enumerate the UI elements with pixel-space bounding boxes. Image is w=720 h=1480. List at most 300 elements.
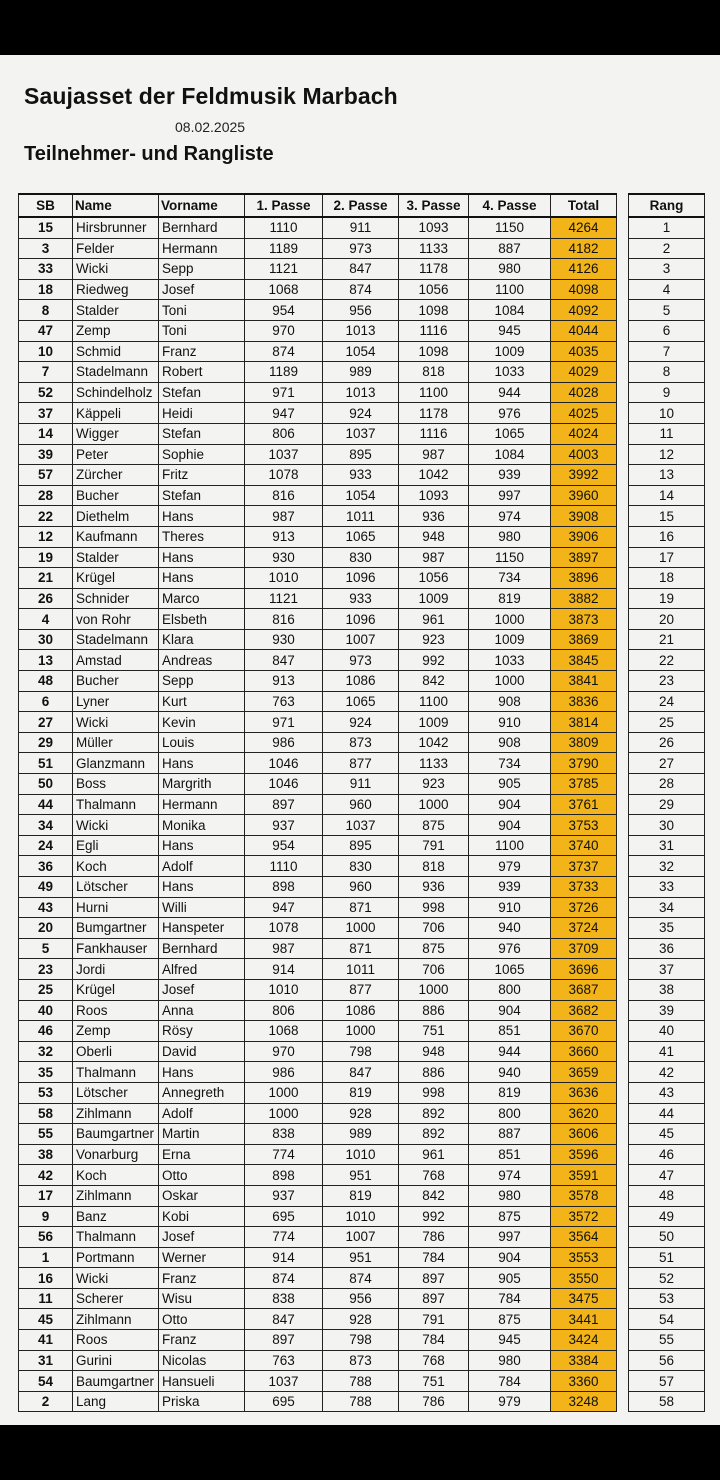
cell-passe-1: 847 (245, 1309, 323, 1330)
cell-vorname: Toni (159, 300, 245, 321)
cell-rang: 6 (629, 320, 705, 341)
cell-passe-3: 784 (399, 1247, 469, 1268)
cell-passe-2: 989 (323, 1124, 399, 1145)
column-gap (617, 691, 629, 712)
cell-sb: 13 (19, 650, 73, 671)
column-gap (617, 1206, 629, 1227)
cell-passe-3: 875 (399, 815, 469, 836)
cell-passe-2: 1011 (323, 959, 399, 980)
column-gap (617, 1062, 629, 1083)
cell-passe-3: 818 (399, 362, 469, 383)
column-gap (617, 1185, 629, 1206)
cell-rang: 58 (629, 1391, 705, 1412)
table-row (19, 1062, 705, 1083)
cell-sb: 5 (19, 938, 73, 959)
cell-passe-1: 1078 (245, 918, 323, 939)
cell-passe-1: 1121 (245, 588, 323, 609)
ranking-table (18, 193, 705, 1412)
cell-name: Hurni (73, 897, 159, 918)
cell-total: 3740 (551, 835, 617, 856)
cell-vorname: Heidi (159, 403, 245, 424)
cell-vorname: Hanspeter (159, 918, 245, 939)
cell-rang: 51 (629, 1247, 705, 1268)
cell-name: Zihlmann (73, 1185, 159, 1206)
header-passe-2: 2. Passe (323, 194, 399, 217)
cell-vorname: Adolf (159, 856, 245, 877)
cell-total: 3960 (551, 485, 617, 506)
cell-rang: 19 (629, 588, 705, 609)
table-row (19, 300, 705, 321)
cell-name: Roos (73, 1000, 159, 1021)
cell-sb: 43 (19, 897, 73, 918)
cell-passe-3: 784 (399, 1330, 469, 1351)
cell-name: Portmann (73, 1247, 159, 1268)
cell-vorname: Hans (159, 1062, 245, 1083)
cell-rang: 8 (629, 362, 705, 383)
cell-passe-1: 1037 (245, 444, 323, 465)
cell-passe-1: 838 (245, 1288, 323, 1309)
cell-name: Müller (73, 732, 159, 753)
cell-rang: 49 (629, 1206, 705, 1227)
cell-name: Bucher (73, 485, 159, 506)
cell-passe-3: 992 (399, 1206, 469, 1227)
cell-total: 3564 (551, 1227, 617, 1248)
cell-passe-2: 819 (323, 1185, 399, 1206)
cell-name: Baumgartner (73, 1124, 159, 1145)
cell-sb: 4 (19, 609, 73, 630)
cell-total: 3753 (551, 815, 617, 836)
column-gap (617, 279, 629, 300)
cell-passe-1: 763 (245, 1350, 323, 1371)
cell-sb: 16 (19, 1268, 73, 1289)
cell-total: 4035 (551, 341, 617, 362)
cell-vorname: Kurt (159, 691, 245, 712)
table-header-row (19, 194, 705, 217)
cell-rang: 29 (629, 794, 705, 815)
cell-passe-4: 940 (469, 1062, 551, 1083)
cell-sb: 39 (19, 444, 73, 465)
cell-total: 3636 (551, 1082, 617, 1103)
cell-passe-2: 973 (323, 650, 399, 671)
cell-vorname: Stefan (159, 423, 245, 444)
column-gap (617, 1350, 629, 1371)
cell-name: Oberli (73, 1041, 159, 1062)
table-row (19, 588, 705, 609)
cell-name: Wigger (73, 423, 159, 444)
cell-passe-2: 1037 (323, 423, 399, 444)
column-gap (617, 320, 629, 341)
cell-name: Lötscher (73, 877, 159, 898)
cell-total: 4126 (551, 259, 617, 280)
cell-passe-4: 979 (469, 856, 551, 877)
cell-passe-2: 1065 (323, 691, 399, 712)
table-row (19, 1391, 705, 1412)
cell-passe-4: 908 (469, 732, 551, 753)
cell-vorname: Hans (159, 506, 245, 527)
cell-passe-3: 1009 (399, 712, 469, 733)
table-row (19, 1103, 705, 1124)
cell-total: 3591 (551, 1165, 617, 1186)
cell-passe-4: 910 (469, 712, 551, 733)
table-row (19, 938, 705, 959)
cell-passe-1: 1010 (245, 568, 323, 589)
cell-sb: 48 (19, 671, 73, 692)
document-subtitle: Teilnehmer- und Rangliste (24, 143, 274, 165)
cell-passe-4: 908 (469, 691, 551, 712)
cell-name: Amstad (73, 650, 159, 671)
column-gap (617, 194, 629, 217)
cell-vorname: Josef (159, 1227, 245, 1248)
cell-sb: 36 (19, 856, 73, 877)
cell-vorname: Sophie (159, 444, 245, 465)
table-row (19, 485, 705, 506)
cell-passe-4: 851 (469, 1144, 551, 1165)
cell-vorname: Franz (159, 1268, 245, 1289)
cell-name: Thalmann (73, 1227, 159, 1248)
cell-passe-1: 986 (245, 1062, 323, 1083)
column-gap (617, 506, 629, 527)
cell-passe-2: 895 (323, 444, 399, 465)
cell-sb: 32 (19, 1041, 73, 1062)
cell-passe-2: 951 (323, 1247, 399, 1268)
cell-sb: 18 (19, 279, 73, 300)
cell-name: Glanzmann (73, 753, 159, 774)
cell-name: Boss (73, 774, 159, 795)
cell-passe-1: 774 (245, 1144, 323, 1165)
cell-sb: 9 (19, 1206, 73, 1227)
cell-total: 3785 (551, 774, 617, 795)
cell-passe-2: 873 (323, 732, 399, 753)
cell-sb: 10 (19, 341, 73, 362)
cell-passe-3: 768 (399, 1165, 469, 1186)
cell-passe-2: 928 (323, 1309, 399, 1330)
cell-sb: 55 (19, 1124, 73, 1145)
cell-name: Zemp (73, 320, 159, 341)
column-gap (617, 1165, 629, 1186)
cell-vorname: Nicolas (159, 1350, 245, 1371)
cell-name: Baumgartner (73, 1371, 159, 1392)
cell-passe-2: 1086 (323, 1000, 399, 1021)
table-row (19, 1268, 705, 1289)
cell-total: 3726 (551, 897, 617, 918)
cell-total: 3790 (551, 753, 617, 774)
cell-vorname: Hansueli (159, 1371, 245, 1392)
cell-sb: 24 (19, 835, 73, 856)
cell-vorname: Annegreth (159, 1082, 245, 1103)
cell-vorname: Willi (159, 897, 245, 918)
table-row (19, 959, 705, 980)
column-gap (617, 1082, 629, 1103)
cell-vorname: Kevin (159, 712, 245, 733)
cell-vorname: Adolf (159, 1103, 245, 1124)
cell-passe-1: 1000 (245, 1082, 323, 1103)
cell-rang: 32 (629, 856, 705, 877)
cell-vorname: Stefan (159, 382, 245, 403)
cell-vorname: Hans (159, 753, 245, 774)
cell-passe-2: 933 (323, 588, 399, 609)
column-gap (617, 835, 629, 856)
cell-name: Schnider (73, 588, 159, 609)
cell-total: 3724 (551, 918, 617, 939)
table-row (19, 979, 705, 1000)
column-gap (617, 753, 629, 774)
cell-total: 3845 (551, 650, 617, 671)
cell-passe-1: 1037 (245, 1371, 323, 1392)
table-row (19, 1206, 705, 1227)
cell-passe-1: 695 (245, 1206, 323, 1227)
cell-name: Schmid (73, 341, 159, 362)
cell-total: 3908 (551, 506, 617, 527)
table-row (19, 1082, 705, 1103)
cell-passe-3: 923 (399, 629, 469, 650)
cell-vorname: Werner (159, 1247, 245, 1268)
cell-sb: 22 (19, 506, 73, 527)
cell-vorname: Rösy (159, 1021, 245, 1042)
cell-vorname: David (159, 1041, 245, 1062)
cell-passe-4: 1000 (469, 609, 551, 630)
column-gap (617, 403, 629, 424)
cell-name: Scherer (73, 1288, 159, 1309)
cell-name: Fankhauser (73, 938, 159, 959)
cell-total: 3841 (551, 671, 617, 692)
cell-passe-1: 913 (245, 526, 323, 547)
cell-vorname: Wisu (159, 1288, 245, 1309)
cell-total: 4098 (551, 279, 617, 300)
cell-passe-1: 1068 (245, 279, 323, 300)
cell-rang: 56 (629, 1350, 705, 1371)
cell-passe-2: 1013 (323, 320, 399, 341)
cell-passe-4: 1100 (469, 279, 551, 300)
cell-total: 3475 (551, 1288, 617, 1309)
cell-passe-3: 786 (399, 1391, 469, 1412)
column-gap (617, 1268, 629, 1289)
cell-passe-2: 798 (323, 1041, 399, 1062)
cell-passe-1: 1189 (245, 362, 323, 383)
cell-total: 3606 (551, 1124, 617, 1145)
cell-name: Krügel (73, 979, 159, 1000)
cell-passe-2: 1096 (323, 609, 399, 630)
cell-passe-1: 1046 (245, 753, 323, 774)
column-gap (617, 1021, 629, 1042)
column-gap (617, 1371, 629, 1392)
cell-passe-4: 997 (469, 485, 551, 506)
cell-passe-3: 936 (399, 877, 469, 898)
cell-name: Gurini (73, 1350, 159, 1371)
cell-passe-4: 997 (469, 1227, 551, 1248)
cell-name: Lyner (73, 691, 159, 712)
cell-passe-4: 1084 (469, 444, 551, 465)
cell-passe-3: 1178 (399, 259, 469, 280)
cell-rang: 23 (629, 671, 705, 692)
cell-passe-1: 1010 (245, 979, 323, 1000)
cell-vorname: Franz (159, 1330, 245, 1351)
cell-rang: 18 (629, 568, 705, 589)
cell-passe-4: 945 (469, 1330, 551, 1351)
cell-name: Peter (73, 444, 159, 465)
table-row (19, 279, 705, 300)
cell-passe-3: 1116 (399, 320, 469, 341)
column-gap (617, 1330, 629, 1351)
cell-passe-2: 1065 (323, 526, 399, 547)
cell-rang: 2 (629, 238, 705, 259)
cell-total: 3992 (551, 465, 617, 486)
cell-passe-3: 948 (399, 526, 469, 547)
cell-passe-4: 976 (469, 403, 551, 424)
cell-passe-2: 788 (323, 1391, 399, 1412)
table-row (19, 506, 705, 527)
cell-rang: 45 (629, 1124, 705, 1145)
cell-vorname: Louis (159, 732, 245, 753)
document-date: 08.02.2025 (175, 119, 246, 135)
table-row (19, 732, 705, 753)
cell-passe-2: 989 (323, 362, 399, 383)
table-row (19, 1000, 705, 1021)
cell-passe-3: 791 (399, 1309, 469, 1330)
cell-vorname: Klara (159, 629, 245, 650)
cell-vorname: Hermann (159, 794, 245, 815)
cell-sb: 6 (19, 691, 73, 712)
cell-sb: 40 (19, 1000, 73, 1021)
cell-passe-1: 1046 (245, 774, 323, 795)
cell-name: Wicki (73, 1268, 159, 1289)
cell-rang: 13 (629, 465, 705, 486)
cell-vorname: Martin (159, 1124, 245, 1145)
cell-passe-1: 987 (245, 938, 323, 959)
cell-vorname: Andreas (159, 650, 245, 671)
cell-sb: 30 (19, 629, 73, 650)
cell-rang: 46 (629, 1144, 705, 1165)
cell-passe-4: 851 (469, 1021, 551, 1042)
column-gap (617, 568, 629, 589)
cell-total: 4029 (551, 362, 617, 383)
table-row (19, 1185, 705, 1206)
cell-sb: 37 (19, 403, 73, 424)
cell-sb: 52 (19, 382, 73, 403)
column-gap (617, 1000, 629, 1021)
cell-passe-2: 911 (323, 217, 399, 238)
cell-passe-4: 875 (469, 1206, 551, 1227)
column-gap (617, 897, 629, 918)
table-row (19, 341, 705, 362)
cell-name: Thalmann (73, 1062, 159, 1083)
cell-name: Kaufmann (73, 526, 159, 547)
cell-sb: 25 (19, 979, 73, 1000)
table-row (19, 259, 705, 280)
cell-vorname: Bernhard (159, 938, 245, 959)
cell-total: 3248 (551, 1391, 617, 1412)
cell-passe-3: 1098 (399, 300, 469, 321)
cell-passe-3: 875 (399, 938, 469, 959)
table-row (19, 918, 705, 939)
table-row (19, 1288, 705, 1309)
cell-rang: 35 (629, 918, 705, 939)
cell-rang: 25 (629, 712, 705, 733)
cell-rang: 53 (629, 1288, 705, 1309)
column-gap (617, 485, 629, 506)
column-gap (617, 1288, 629, 1309)
cell-passe-1: 898 (245, 877, 323, 898)
cell-rang: 40 (629, 1021, 705, 1042)
cell-passe-3: 961 (399, 1144, 469, 1165)
cell-vorname: Josef (159, 279, 245, 300)
cell-passe-4: 974 (469, 506, 551, 527)
cell-passe-4: 980 (469, 259, 551, 280)
table-row (19, 403, 705, 424)
table-row (19, 609, 705, 630)
cell-passe-4: 905 (469, 774, 551, 795)
cell-rang: 36 (629, 938, 705, 959)
cell-rang: 44 (629, 1103, 705, 1124)
cell-total: 4092 (551, 300, 617, 321)
cell-total: 3670 (551, 1021, 617, 1042)
cell-sb: 50 (19, 774, 73, 795)
column-gap (617, 1144, 629, 1165)
cell-passe-1: 930 (245, 547, 323, 568)
cell-sb: 58 (19, 1103, 73, 1124)
cell-passe-1: 816 (245, 609, 323, 630)
cell-passe-2: 924 (323, 712, 399, 733)
cell-total: 3659 (551, 1062, 617, 1083)
header-total: Total (551, 194, 617, 217)
cell-rang: 55 (629, 1330, 705, 1351)
cell-passe-4: 1009 (469, 341, 551, 362)
column-gap (617, 732, 629, 753)
cell-passe-1: 947 (245, 403, 323, 424)
cell-total: 3761 (551, 794, 617, 815)
cell-passe-3: 1100 (399, 691, 469, 712)
column-gap (617, 856, 629, 877)
cell-rang: 12 (629, 444, 705, 465)
cell-passe-3: 791 (399, 835, 469, 856)
cell-total: 4024 (551, 423, 617, 444)
cell-passe-4: 904 (469, 815, 551, 836)
cell-sb: 56 (19, 1227, 73, 1248)
cell-passe-3: 948 (399, 1041, 469, 1062)
cell-sb: 45 (19, 1309, 73, 1330)
cell-rang: 52 (629, 1268, 705, 1289)
cell-vorname: Monika (159, 815, 245, 836)
document-title: Saujasset der Feldmusik Marbach (24, 83, 398, 109)
table-row (19, 423, 705, 444)
cell-name: Krügel (73, 568, 159, 589)
cell-sb: 23 (19, 959, 73, 980)
cell-name: Wicki (73, 815, 159, 836)
cell-name: Wicki (73, 712, 159, 733)
cell-name: Lang (73, 1391, 159, 1412)
cell-passe-3: 897 (399, 1288, 469, 1309)
cell-passe-3: 897 (399, 1268, 469, 1289)
cell-total: 3882 (551, 588, 617, 609)
cell-passe-3: 1056 (399, 568, 469, 589)
table-row (19, 650, 705, 671)
cell-rang: 10 (629, 403, 705, 424)
cell-vorname: Toni (159, 320, 245, 341)
cell-passe-1: 838 (245, 1124, 323, 1145)
table-row (19, 1371, 705, 1392)
cell-passe-2: 871 (323, 938, 399, 959)
cell-vorname: Sepp (159, 671, 245, 692)
cell-name: Vonarburg (73, 1144, 159, 1165)
cell-passe-2: 877 (323, 753, 399, 774)
cell-passe-2: 1096 (323, 568, 399, 589)
cell-rang: 3 (629, 259, 705, 280)
cell-passe-2: 960 (323, 877, 399, 898)
cell-total: 4182 (551, 238, 617, 259)
cell-total: 3733 (551, 877, 617, 898)
cell-total: 4264 (551, 217, 617, 238)
table-row (19, 691, 705, 712)
cell-rang: 30 (629, 815, 705, 836)
